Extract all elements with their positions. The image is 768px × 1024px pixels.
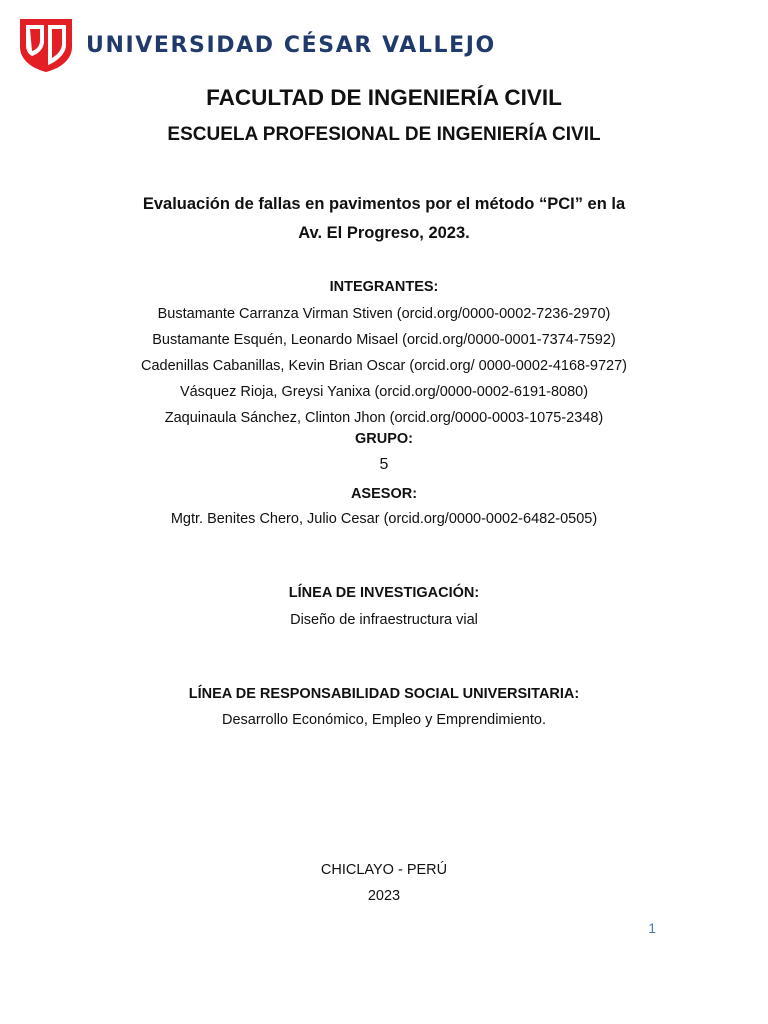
social-responsibility-label: LÍNEA DE RESPONSABILIDAD SOCIAL UNIVERSITARIA:: [188, 686, 580, 702]
member-item: Bustamante Esquén, Leonardo Misael (orcid.org/0000-0001-7374-7592): [152, 332, 616, 348]
member-item: Bustamante Carranza Virman Stiven (orcid.org/0000-0002-7236-2970): [157, 306, 611, 322]
research-line-label: LÍNEA DE INVESTIGACIÓN:: [288, 585, 480, 601]
member-item: Vásquez Rioja, Greysi Yanixa (orcid.org/0000-0002-6191-8080): [179, 384, 589, 400]
advisor-value: Mgtr. Benites Chero, Julio Cesar (orcid.org/0000-0002-6482-0505): [170, 511, 598, 527]
research-line-value: Diseño de infraestructura vial: [290, 612, 478, 628]
thesis-title-line-2: Av. El Progreso, 2023.: [298, 224, 470, 242]
advisor-label: ASESOR:: [350, 486, 418, 502]
year: 2023: [367, 888, 401, 904]
university-name: UNIVERSIDAD CÉSAR VALLEJO: [86, 32, 496, 58]
ucv-shield-logo-icon: [18, 17, 74, 73]
member-item: Zaquinaula Sánchez, Clinton Jhon (orcid.org/0000-0003-1075-2348): [164, 410, 604, 426]
group-label: GRUPO:: [355, 431, 413, 447]
city: CHICLAYO - PERÚ: [320, 862, 448, 878]
thesis-title-line-1: Evaluación de fallas en pavimentos por el método “PCI” en la: [142, 195, 626, 213]
school-title: ESCUELA PROFESIONAL DE INGENIERÍA CIVIL: [167, 124, 601, 145]
document-header: [18, 16, 496, 74]
group-value: 5: [379, 456, 389, 473]
members-label: INTEGRANTES:: [329, 279, 439, 295]
members-list: [0, 301, 768, 431]
faculty-title: FACULTAD DE INGENIERÍA CIVIL: [206, 85, 562, 110]
member-item: Cadenillas Cabanillas, Kevin Brian Oscar (orcid.org/ 0000-0002-4168-9727): [140, 358, 628, 374]
thesis-title: [0, 190, 768, 248]
social-responsibility-value: Desarrollo Económico, Empleo y Emprendimiento.: [222, 712, 546, 728]
page-number: 1: [648, 920, 656, 936]
